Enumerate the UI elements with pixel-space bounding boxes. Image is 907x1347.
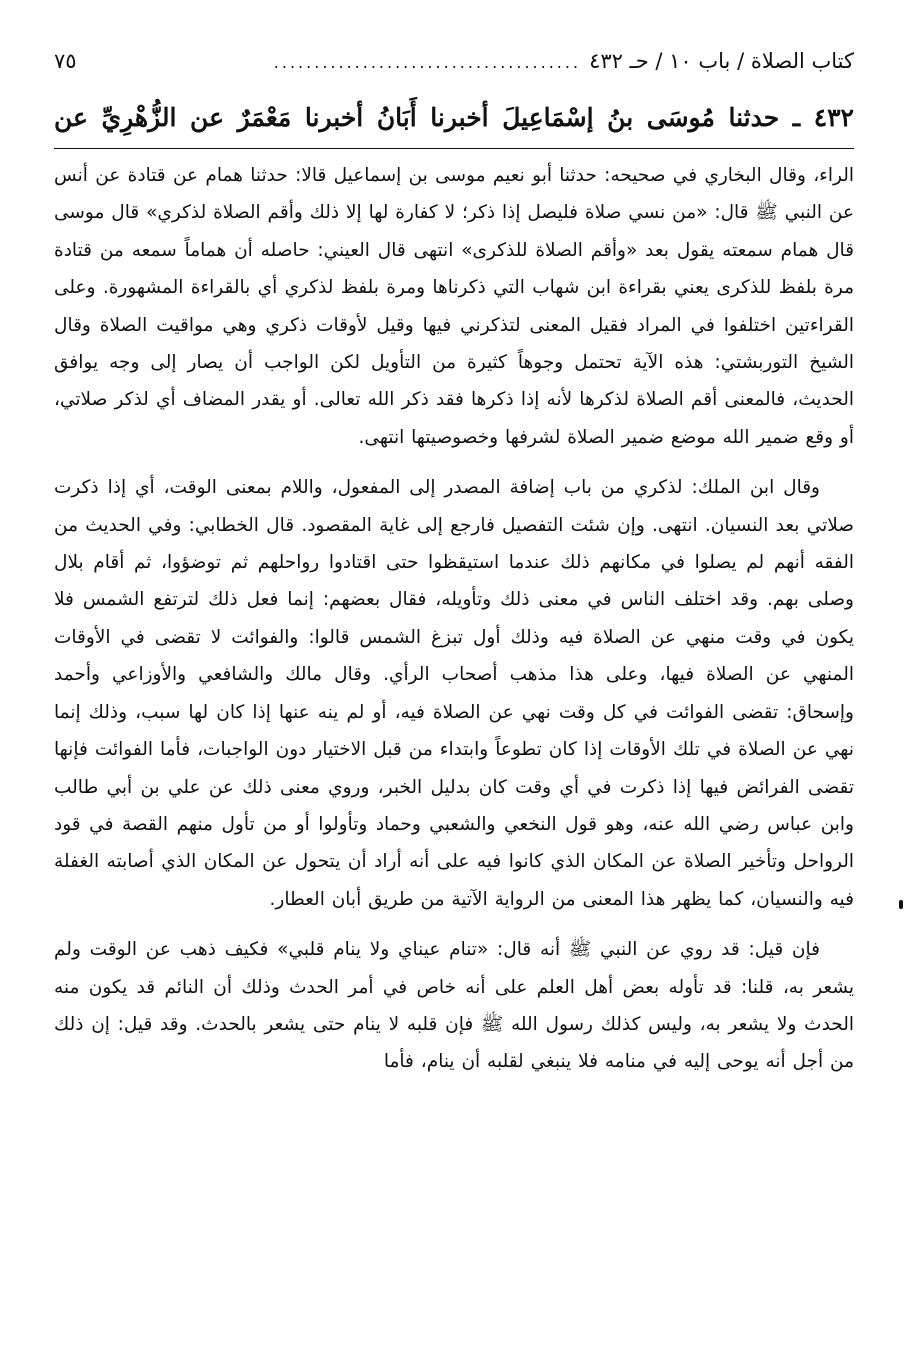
commentary-paragraph-3: فإن قيل: قد روي عن النبي ﷺ أنه قال: «تنام عيناي ولا ينام قلبي» فكيف ذهب عن الوقت ولم يشعر به، قلنا: قد تأوله بعض أهل العلم على أنه خاص في أمر الحدث وذلك أن النائم قد يكون منه الحدث ولا يشعر به، وليس كذلك رسول الله ﷺ فإن قلبه لا ينام حتى يشعر بالحدث. وقد قيل: إن ذلك من أجل أنه يوحى إليه في منامه فلا ينبغي لقلبه أن ينام، فأما xyxy=(54,939,854,1073)
running-header xyxy=(54,44,854,80)
chapter-title: كتاب الصلاة / باب ١٠ / حـ ٤٣٢ xyxy=(589,49,854,73)
leader-dots: ...................................... xyxy=(273,53,582,72)
commentary-paragraph-1: الراء، وقال البخاري في صحيحه: حدثنا أبو نعيم موسى بن إسماعيل قالا: حدثنا همام عن قتادة عن أنس عن النبي ﷺ قال: «من نسي صلاة فليصل إذا ذكر؛ لا كفارة لها إلا ذلك وأقم الصلاة لذكري» قال موسى قال همام سمعته يقول بعد «وأقم الصلاة للذكرى» انتهى قال العيني: حاصله أن هماماً سمعه من قتادة مرة بلفظ للذكرى يعني بقراءة ابن شهاب التي ذكرناها ومرة بلفظ لذكري أي بالقراءة المشهورة. وعلى القراءتين اختلفوا في المراد فقيل المعنى لتذكرني فيها وقيل لأوقات ذكري وهي مواقيت الصلاة وقال الشيخ التوربشتي: هذه الآية تحتمل وجوهاً كثيرة من التأويل لكن الواجب أن يصار إلى وجه يوافق الحديث، فالمعنى أقم الصلاة لذكرها لأنه إذا ذكرها فقد ذكر الله تعالى. أو يقدر المضاف أي لذكر صلاتي، أو وقع ضمير الله موضع ضمير الصلاة لشرفها وخصوصيتها انتهى. xyxy=(54,165,854,448)
hadith-text-line xyxy=(54,96,854,149)
hadith-number: ٤٣٢ ـ xyxy=(792,103,854,132)
book-page xyxy=(54,44,854,1081)
commentary-paragraph-2: وقال ابن الملك: لذكري من باب إضافة المصدر إلى المفعول، واللام بمعنى الوقت، أي إذا ذكرت صلاتي بعد النسيان. انتهى. وإن شئت التفصيل فارجع إلى غاية المقصود. قال الخطابي: وفي الحديث من الفقه أنهم لم يصلوا في مكانهم ذلك عندما استيقظوا حتى اقتادوا رواحلهم ثم توضؤوا، ثم أقام بلال وصلى بهم. وقد اختلف الناس في معنى ذلك وتأويله، فقال بعضهم: إنما فعل ذلك لترتفع الشمس فلا يكون في وقت منهي عن الصلاة فيه وذلك أول تبزغ الشمس قالوا: والفوائت لا تقضى في الأوقات المنهي عن الصلاة فيها، وعلى هذا مذهب أصحاب الرأي. وقال مالك والشافعي والأوزاعي وأحمد وإسحاق: تقضى الفوائت في كل وقت نهي عن الصلاة فيه، أو لم ينه عنها إذا كان لها سبب، وذلك إنما نهي عن الصلاة في تلك الأوقات إذا كان تطوعاً وابتداء من قبل الاختيار دون الواجبات، فأما الفوائت فإنها تقضى الفرائض فيها إذا ذكرت في أي وقت كان بدليل الخبر، وروي معنى ذلك عن علي بن أبي طالب وابن عباس رضي الله عنه، وهو قول النخعي والشعبي وحماد وتأولوا أو من تأول منهم القصة في قود الرواحل وتأخير الصلاة عن المكان الذي كانوا فيه على أنه أراد أن يتحول عن المكان الذي أصابته الغفلة فيه والنسيان، كما يظهر هذا المعنى من الرواية الآتية من طريق أبان العطار. xyxy=(54,477,854,910)
page-number: ٧٥ xyxy=(54,49,77,73)
commentary-body xyxy=(54,157,854,1081)
scan-mark xyxy=(899,900,903,909)
hadith-chain: حدثنا مُوسَى بنُ إسْمَاعِيلَ أخبرنا أَبَانُ أخبرنا مَعْمَرٌ عن الزُّهْرِيِّ عن xyxy=(54,103,780,132)
